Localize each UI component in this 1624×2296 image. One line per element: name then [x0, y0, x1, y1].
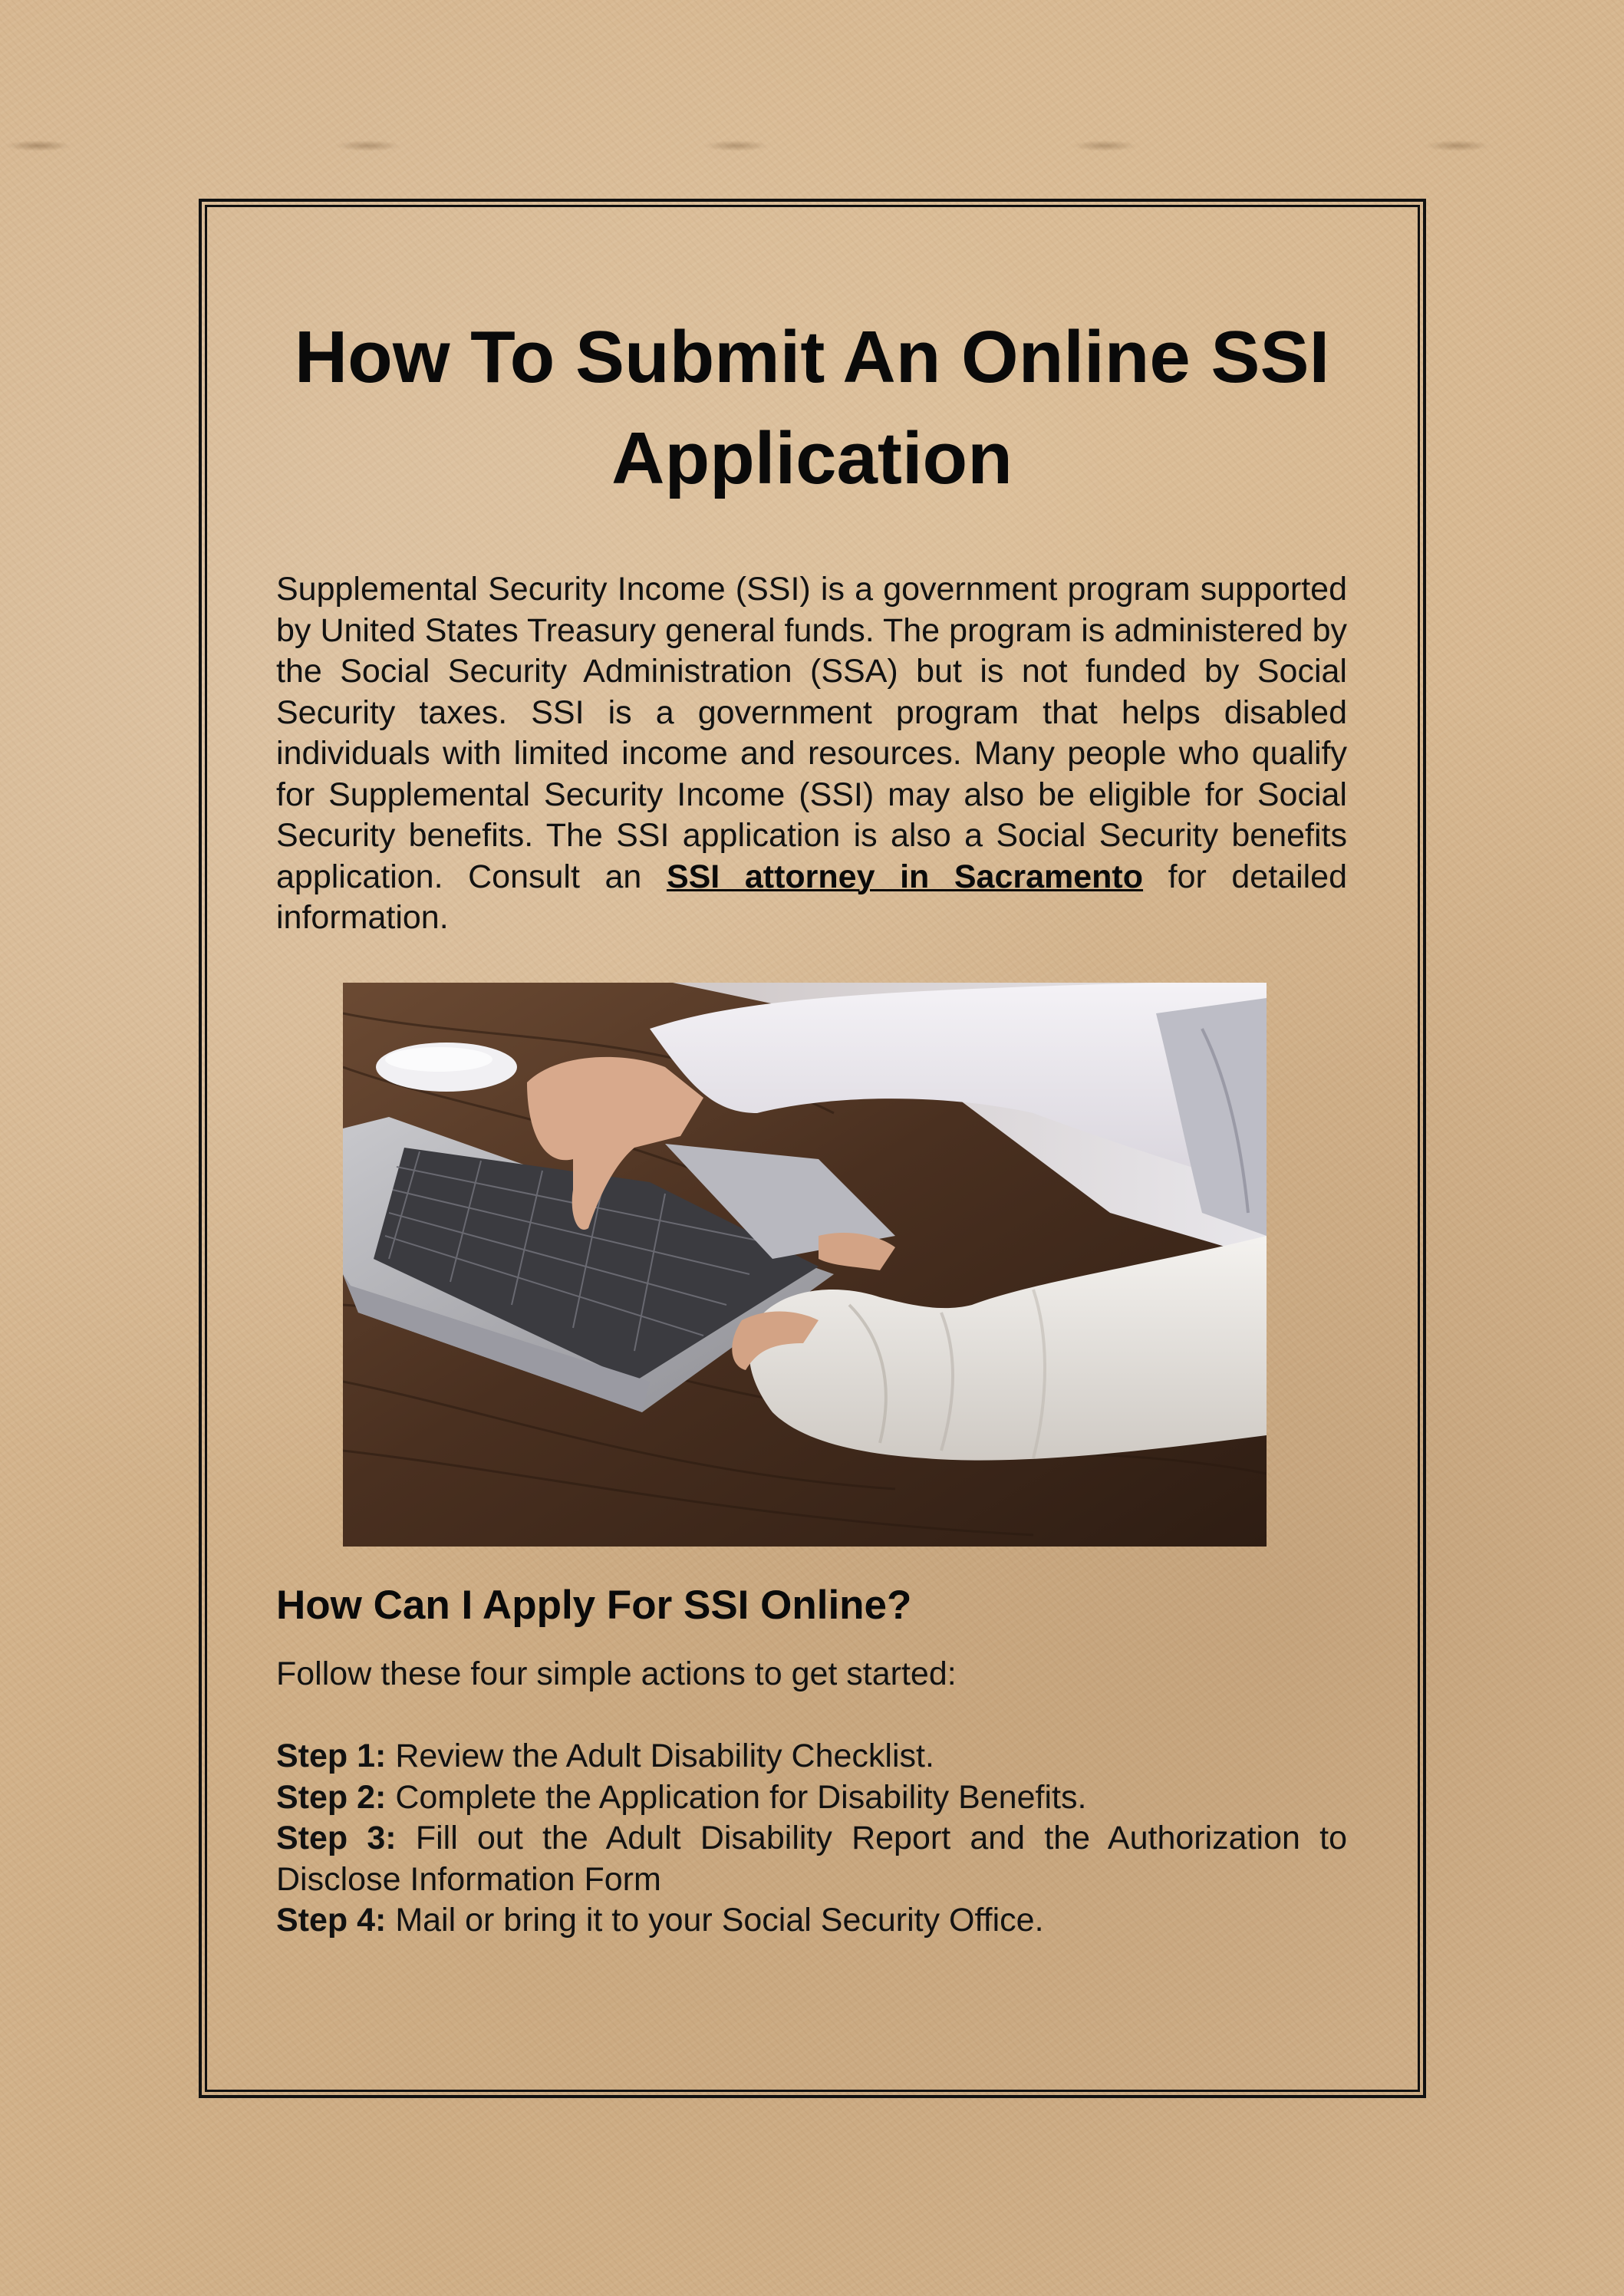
step-text: Mail or bring it to your Social Security Office. — [386, 1902, 1044, 1939]
step-text: Fill out the Adult Disability Report and the Authorization to Disclose Information Form — [276, 1820, 1347, 1898]
page-title: How To Submit An Online SSI Application — [294, 316, 1330, 499]
step-item — [276, 1736, 1347, 1777]
ssi-attorney-link[interactable]: SSI attorney in Sacramento — [666, 858, 1144, 895]
intro-paragraph — [276, 569, 1347, 939]
laptop-cast-photo — [343, 983, 1267, 1547]
step-label: Step 3: — [276, 1820, 397, 1856]
step-item — [276, 1900, 1347, 1942]
step-text: Complete the Application for Disability Benefits. — [386, 1778, 1087, 1816]
intro-text: Supplemental Security Income (SSI) is a government program supported by United States Treasury general funds. The program is administered by the Social Security Administration (SSA) but is not funded by Social Security taxes. SSI is a government program that helps disabled individuals with limited income and resources. Many people who qualify for Supplemental Security Income (SSI) may also be eligible for Social Security benefits. The SSI application is also a Social Security benefits application. Consult an — [276, 571, 1347, 895]
step-item — [276, 1777, 1347, 1819]
intro-text-end: for detailed information. — [276, 858, 1348, 936]
steps-list — [276, 1736, 1347, 1942]
step-label: Step 4: — [276, 1902, 387, 1939]
step-label: Step 2: — [276, 1778, 387, 1816]
section-lead: Follow these four simple actions to get started: — [276, 1655, 957, 1692]
section-heading: How Can I Apply For SSI Online? — [276, 1583, 912, 1628]
step-item — [276, 1818, 1347, 1900]
step-label: Step 1: — [276, 1738, 387, 1774]
step-text: Review the Adult Disability Checklist. — [386, 1738, 934, 1774]
